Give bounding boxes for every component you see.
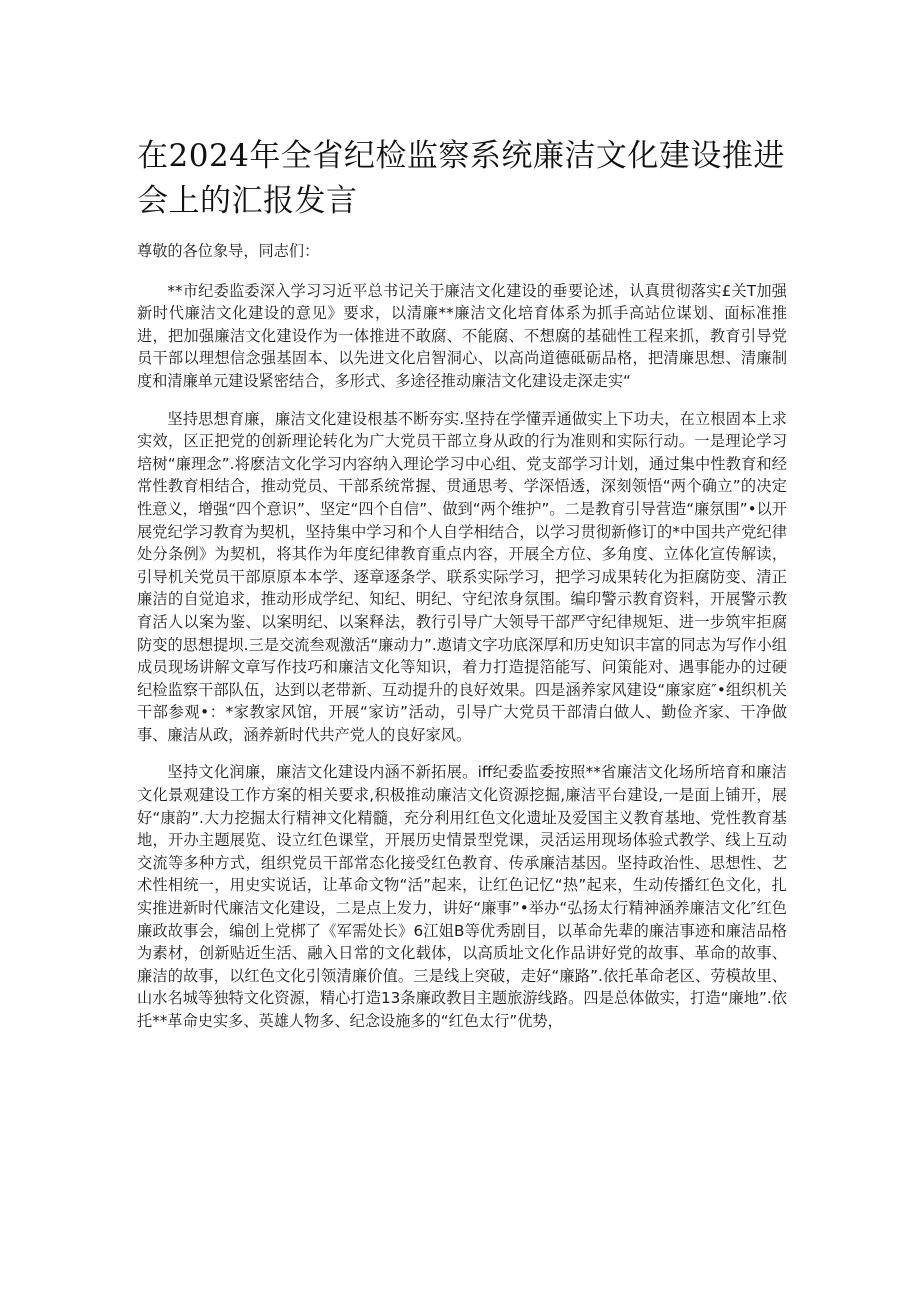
paragraph-ideology: 坚持思想育廉，廉洁文化建设根基不断夯实.坚持在学懂弄通做实上下功夫，在立根固本上求实效，区正把党的创新理论转化为广大党员干部立身从政的行为准则和实际行动。一是理论学习培树“廉理念”.将麽洁文化学习内容纳入理论学习中心组、党支部学习计划，通过集中性教育和经常性教育相结合，推动党员、干部系统常握、贯通思考、学深悟透，深刻领悟“两个确立”的决定性意义，增强“四个意识”、坚定“四个自信”、做到“两个维护”。二是教育引导营造“廉氛围”•以开展党纪学习教育为契机，坚持集中学习和个人自学相结合，以学习贯彻新修订的*中国共产党纪律处分条例》为契机，将其作为年度纪律教育重点内容，开展全方位、多角度、立体化宣传解读，引导机关党员干部原原本本学、逐章逐条学、联系实际学习，把学习成果转化为拒腐防变、清正廉洁的自觉追求，推动形成学纪、知纪、明纪、守纪浓身氛围。编印警示教育资料，开展警示教育活人以案为鉴、以案明纪、以案释法，教行引导广大领导干部严守纪律规矩、进一步筑牢拒腐防变的思想提坝.三是交流叁观激活“廉动力”.遨请文字功底深厚和历史知识丰富的同志为写作小组成员现场讲解文章写作技巧和廉洁文化等知识，着力打造提箔能写、问策能对、遇事能办的过硬纪检监察干部队伍，达到以老带新、互动提升的良好效果。四是涵养家风建设“廉家庭″•组织机关干部参观•：*家教家风馆，开展“家访”活动，引导广大党员干部清白做人、勤俭齐家、干净做事、廉洁从政，涵养新时代共产党人的良好家风。 <box>137 409 787 744</box>
paragraph-intro: **市纪委监委深入学习习近平总书记关于廉洁文化建设的垂要论述，认真贯彻落实£关T加强新时代廉洁文化建设的意见》要求，以清廉**廉洁文化培育体系为抓手高站位谋划、面标准推进，把加强廉洁文化建设作为一体推进不敢腐、不能腐、不想腐的基础性工程来抓，教育引导党员干部以理想信念强基固本、以先进文化启智洞心、以高尚道德砥砺品格，把清廉思想、清廉制度和清廉单元建设紧密结合，多形式、多途径推动廉洁文化建设走深走实“ <box>137 281 787 390</box>
paragraph-culture: 坚持文化润廉，廉洁文化建设内涵不新拓展。iff纪委监委按照**省廉洁文化场所培育和廉洁文化景观建设工作方案的相关要求,积极推动廉洁文化资源挖掘,廉洁平台建设,一是面上铺开，展好“康韵”.大力挖掘太行精神文化精髓，充分利用红色文化遗址及爱国主义教育基地、党性教育基地，开办主题展览、设立红色课堂，开展历史情景型党课，灵活运用现场体验式教学、线上互动交流等多种方式，组织党员干部常态化接受红色教育、传承廉洁基因。坚持政治性、思想性、艺术性相统一，用史实说话，让革命文物“活”起来，让红色记忆“热”起来，生动传播红色文化，扎实推进新时代廉洁文化建设，二是点上发力，讲好“廉事”•举办“弘扬太行精神涵养廉洁文化″红色廉政故事会，编创上党梆了《军需处长》6江姐B等优秀剧目，以革命先辈的廉洁事迹和廉洁品格为素材，创新贴近生活、融入日常的文化载体，以高质址文化作品讲好党的故事、革命的故事、廉洁的故事，以红色文化引领清廉价值。三是线上突破，走好“廉路”.依托革命老区、劳模故里、山水名城等独特文化资源，精心打造13条廉政教目主题旅游线路。四是总体做实，打造“廉地”.依托**革命史实多、英雄人物多、纪念设施多的“红色太行”优势， <box>137 763 787 1030</box>
document-body <box>137 240 787 1048</box>
salutation: 尊敬的各位象导，同志们： <box>137 242 320 260</box>
document-title: 在2024年全省纪检监察系统廉洁文化建设推进会上的汇报发言 <box>137 138 785 219</box>
